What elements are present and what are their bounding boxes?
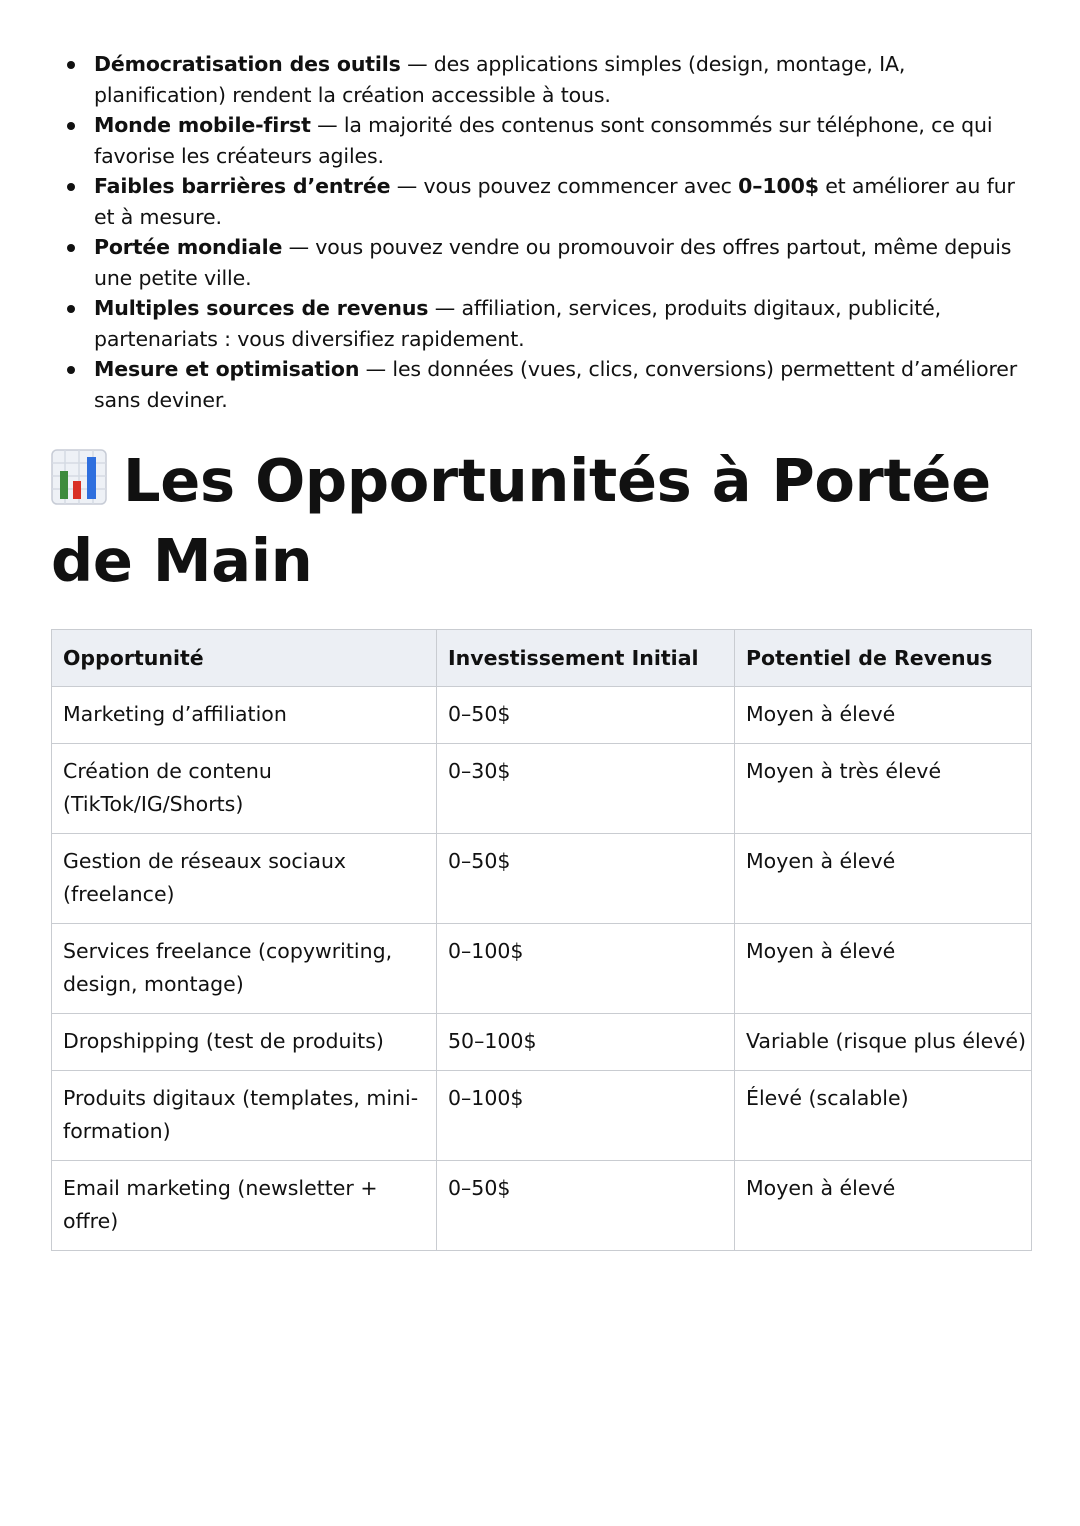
list-item — [51, 232, 1031, 293]
table-header-row — [52, 630, 1032, 687]
bullet-icon — [67, 305, 75, 313]
list-item — [51, 171, 1031, 232]
list-item-label: Portée mondiale — [94, 235, 283, 259]
table-cell: Gestion de réseaux sociaux (freelance) — [52, 834, 437, 924]
bullet-icon — [67, 366, 75, 374]
list-item-text: — la majorité des contenus sont consommés sur téléphone, ce qui favorise les créateurs agiles. — [94, 113, 993, 168]
section-heading — [51, 441, 1031, 601]
list-item — [51, 110, 1031, 171]
table-cell: 0–50$ — [437, 1161, 735, 1251]
table-cell: Création de contenu (TikTok/IG/Shorts) — [52, 744, 437, 834]
list-item-text: — vous pouvez commencer avec — [390, 174, 739, 198]
bullet-icon — [67, 244, 75, 252]
column-header-opportunity: Opportunité — [52, 630, 437, 687]
list-item-label: Faibles barrières d’entrée — [94, 174, 391, 198]
table-cell: Moyen à très élevé — [735, 744, 1032, 834]
table-cell: Élevé (scalable) — [735, 1071, 1032, 1161]
list-item-label: Monde mobile-first — [94, 113, 311, 137]
list-item-text-continued: et améliorer au fur et à mesure. — [94, 174, 1015, 229]
list-item-label: Multiples sources de revenus — [94, 296, 429, 320]
table-cell: 0–30$ — [437, 744, 735, 834]
table-cell: 0–100$ — [437, 924, 735, 1014]
table-row — [52, 834, 1032, 924]
list-item-text: — les données (vues, clics, conversions) permettent d’améliorer sans deviner. — [94, 357, 1018, 412]
list-item-label: Mesure et optimisation — [94, 357, 360, 381]
table-row — [52, 1161, 1032, 1251]
table-cell: Marketing d’affiliation — [52, 687, 437, 744]
opportunities-table — [51, 629, 1032, 1251]
table-row — [52, 1071, 1032, 1161]
list-item-text: — affiliation, services, produits digitaux, publicité, partenariats : vous diversifiez rapidement. — [94, 296, 941, 351]
list-item-strong: 0–100$ — [738, 174, 819, 198]
bar-chart-icon — [51, 449, 107, 505]
list-item-text: — des applications simples (design, montage, IA, planification) rendent la création accessible à tous. — [94, 52, 906, 107]
table-cell: 0–50$ — [437, 687, 735, 744]
bullet-icon — [67, 122, 75, 130]
table-cell: Services freelance (copywriting, design, montage) — [52, 924, 437, 1014]
table-cell: Produits digitaux (templates, mini-formation) — [52, 1071, 437, 1161]
table-cell: 0–100$ — [437, 1071, 735, 1161]
list-item — [51, 354, 1031, 415]
table-row — [52, 1014, 1032, 1071]
table-cell: Dropshipping (test de produits) — [52, 1014, 437, 1071]
list-item-label: Démocratisation des outils — [94, 52, 401, 76]
table-cell: 0–50$ — [437, 834, 735, 924]
list-item — [51, 293, 1031, 354]
list-item — [51, 49, 1031, 110]
bullet-icon — [67, 183, 75, 191]
section-title-text: Les Opportunités à Portée de Main — [51, 446, 991, 595]
column-header-revenue-potential: Potentiel de Revenus — [735, 630, 1032, 687]
table-cell: Email marketing (newsletter + offre) — [52, 1161, 437, 1251]
table-row — [52, 744, 1032, 834]
advantages-list — [51, 49, 1031, 415]
column-header-initial-investment: Investissement Initial — [437, 630, 735, 687]
bullet-icon — [67, 61, 75, 69]
table-row — [52, 924, 1032, 1014]
table-cell: Moyen à élevé — [735, 1161, 1032, 1251]
table-cell: Moyen à élevé — [735, 834, 1032, 924]
table-cell: Variable (risque plus élevé) — [735, 1014, 1032, 1071]
table-cell: Moyen à élevé — [735, 924, 1032, 1014]
table-row — [52, 687, 1032, 744]
document-page — [51, 49, 1031, 1251]
table-cell: Moyen à élevé — [735, 687, 1032, 744]
list-item-text: — vous pouvez vendre ou promouvoir des offres partout, même depuis une petite ville. — [94, 235, 1012, 290]
table-cell: 50–100$ — [437, 1014, 735, 1071]
